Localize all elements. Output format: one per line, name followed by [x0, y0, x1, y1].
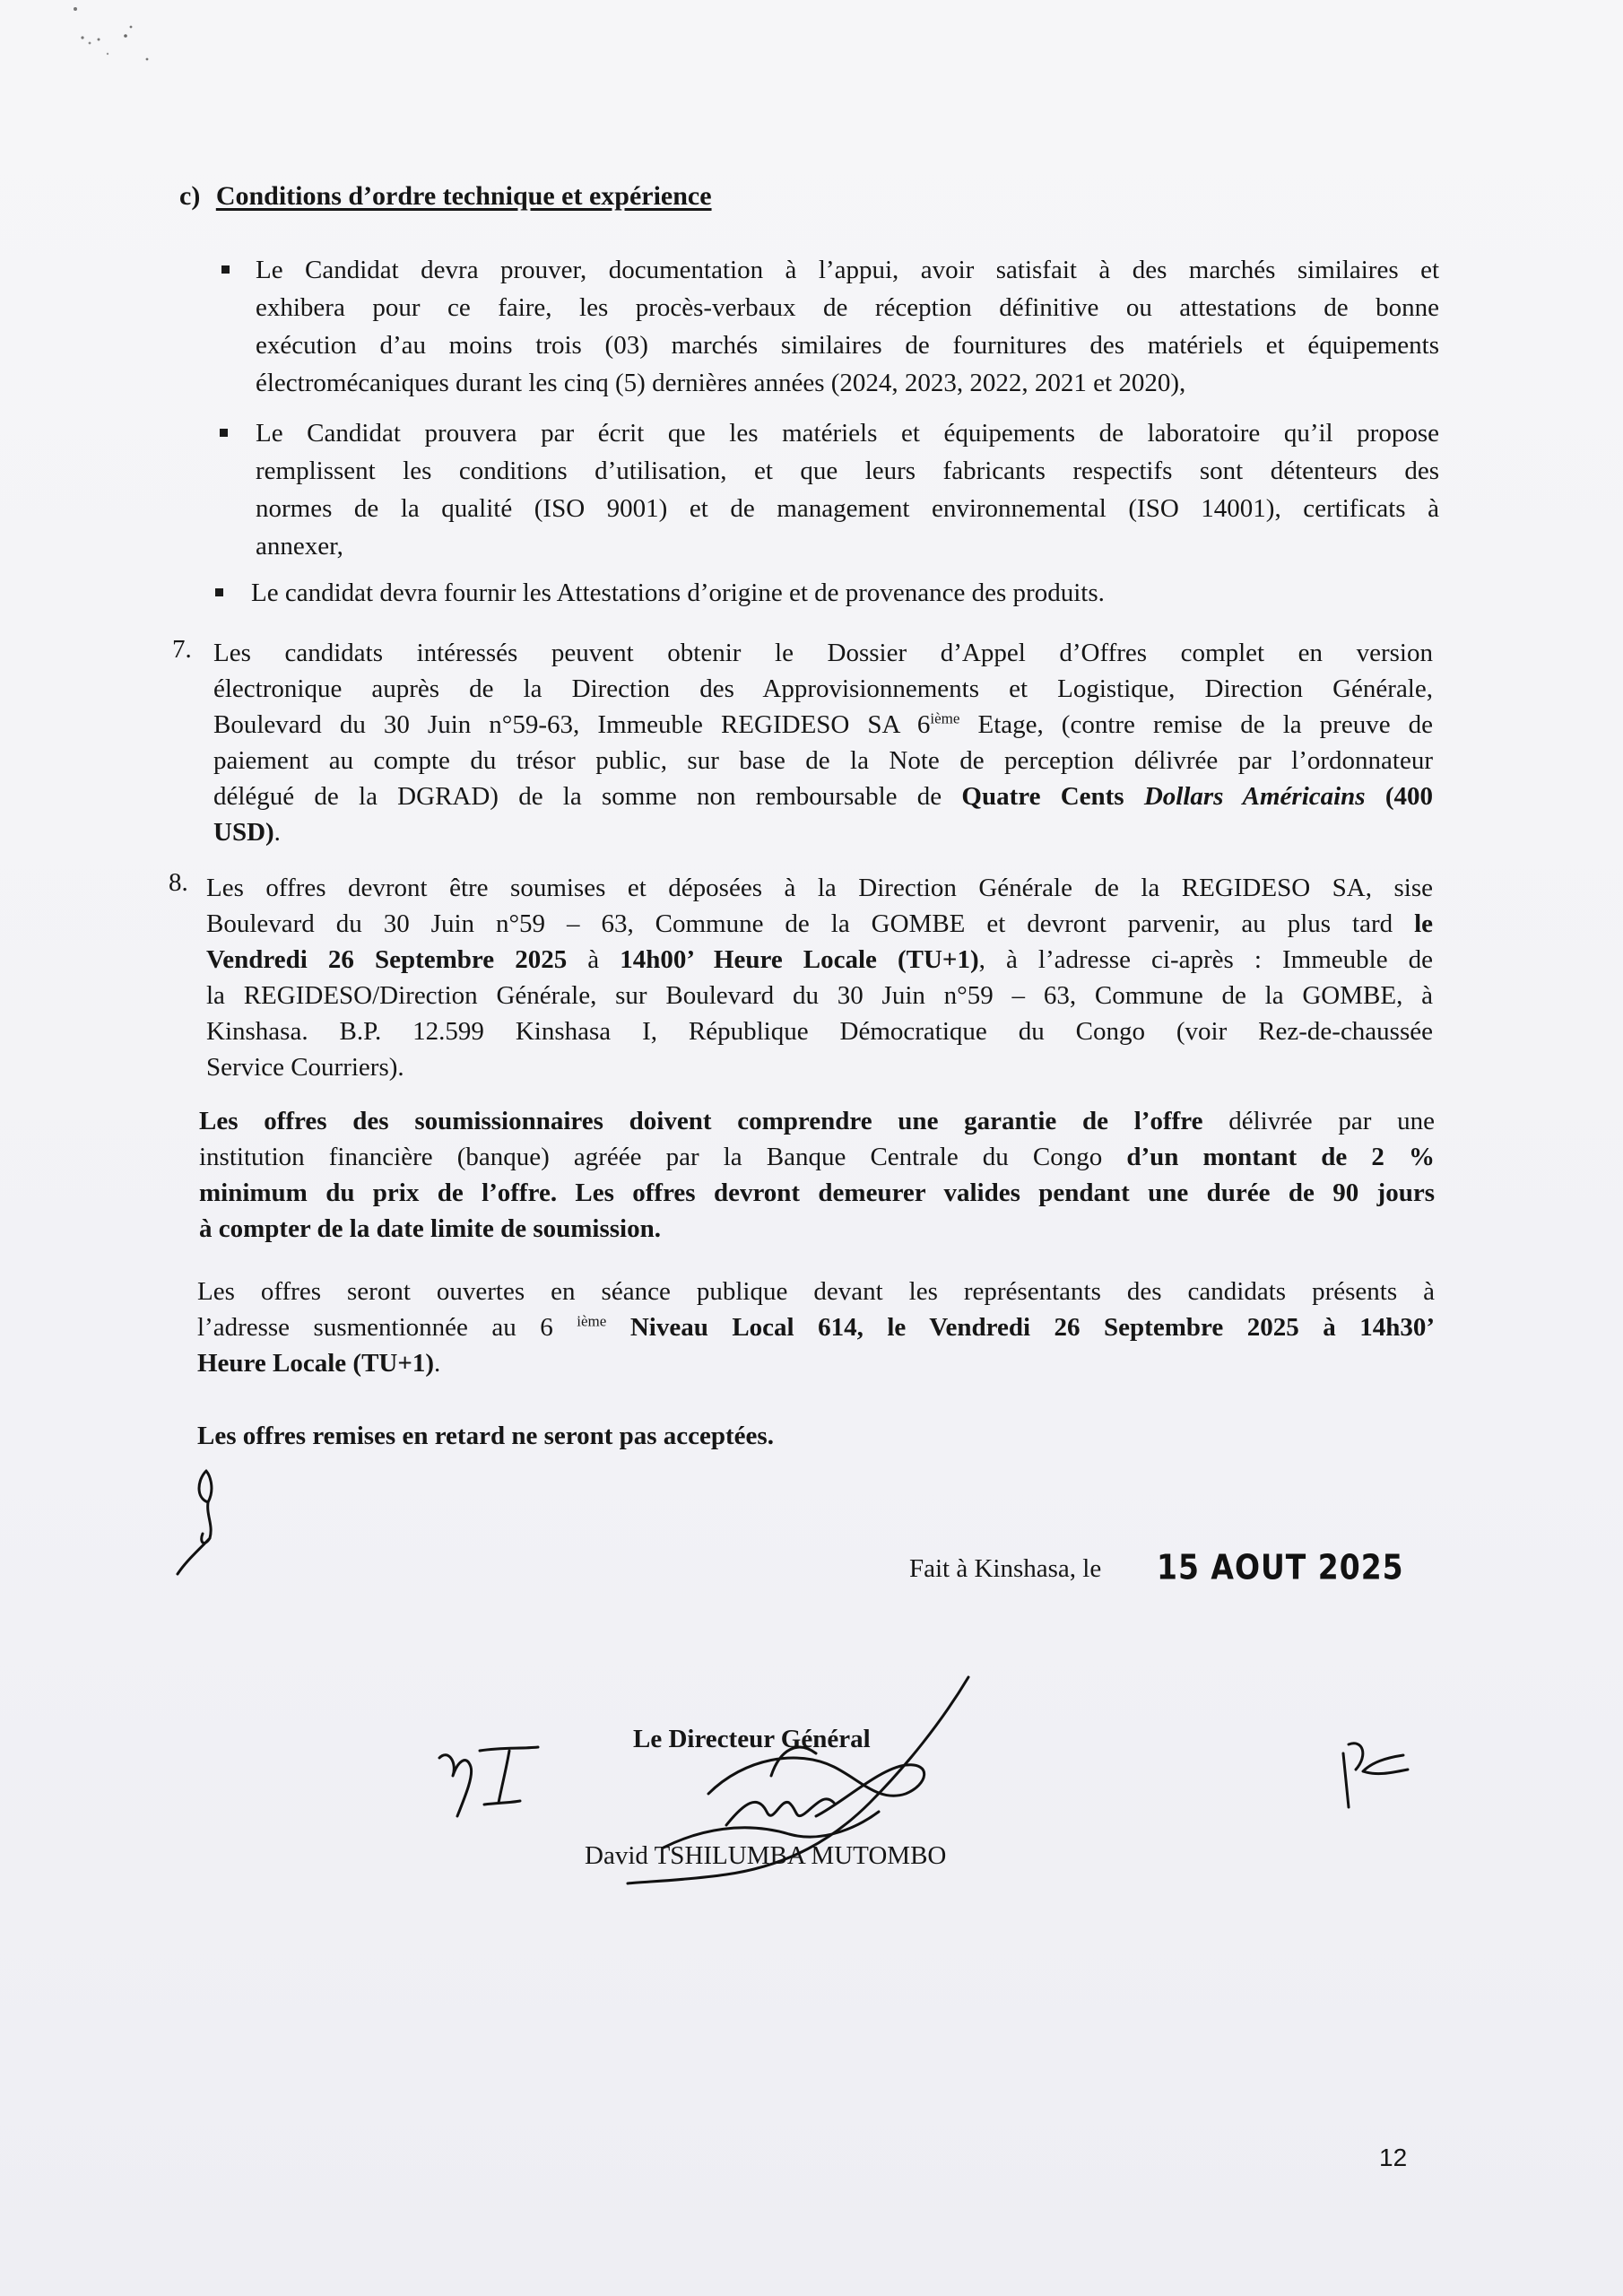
bullet-marker: [215, 588, 223, 596]
bullet-1-line: électromécaniques durant les cinq (5) dernières années (2024, 2023, 2022, 2021 et 2020),: [256, 369, 1186, 397]
signatory-name: David TSHILUMBA MUTOMBO: [585, 1841, 947, 1870]
section-c-marker: c): [179, 181, 201, 211]
item-8-line: Vendredi 26 Septembre 2025 à 14h00’ Heure Locale (TU+1), à l’adresse ci-après : Immeuble de: [206, 945, 1434, 974]
bullet-2-line: Le Candidat prouvera par écrit que les matériels et équipements de laboratoire qu’il propose: [256, 419, 1439, 448]
bullet-2-line: remplissent les conditions d’utilisation, et que leurs fabricants respectifs sont détenteurs des: [256, 457, 1439, 485]
item-7-line: Les candidats intéressés peuvent obtenir le Dossier d’Appel d’Offres complet en version: [213, 639, 1433, 667]
initials-mid-signature: [430, 1731, 556, 1830]
opening-line: l’adresse susmentionnée au 6 $^{ième}$ Niveau Local 614, le Vendredi 26 Septembre 2025 à 14h30’: [197, 1312, 1435, 1342]
opening-line: Les offres seront ouvertes en séance publique devant les représentants des candidats présents à: [197, 1277, 1435, 1306]
section-c-heading: [179, 181, 712, 212]
scan-specks: [36, 0, 197, 81]
item-7-line: USD).: [213, 818, 281, 847]
signatory-title: Le Directeur Général: [633, 1725, 871, 1753]
place-date-label: Fait à Kinshasa, le: [909, 1554, 1102, 1583]
item-7-line: électronique auprès de la Direction des Approvisionnements et Logistique, Direction Générale,: [213, 674, 1433, 703]
bullet-3-text: [251, 574, 1435, 612]
guarantee-paragraph: [199, 1103, 1435, 1247]
item-8-line: Service Courriers).: [206, 1053, 404, 1082]
date-stamp: 15 AOUT 2025: [1157, 1547, 1404, 1587]
item-8-line: Les offres devront être soumises et déposées à la Direction Générale de la REGIDESO SA, sise: [206, 874, 1433, 902]
bullet-3-line: Le candidat devra fournir les Attestations d’origine et de provenance des produits.: [251, 578, 1105, 607]
item-7-number: 7.: [172, 635, 192, 664]
item-7-paragraph: [213, 635, 1433, 850]
bullet-marker: [220, 429, 228, 437]
bullet-2-text: [256, 414, 1439, 565]
item-8-number: 8.: [169, 868, 188, 897]
item-7-line: paiement au compte du trésor public, sur base de la Note de perception délivrée par l’ordonnateur: [213, 746, 1433, 775]
bullet-marker: [221, 265, 230, 274]
guarantee-line: minimum du prix de l’offre. Les offres devront demeurer valides pendant une durée de 90 jours: [199, 1178, 1435, 1207]
bullet-1-line: Le Candidat devra prouver, documentation à l’appui, avoir satisfait à des marchés similaires et: [256, 256, 1439, 284]
guarantee-line: Les offres des soumissionnaires doivent comprendre une garantie de l’offre délivrée par une: [199, 1107, 1435, 1135]
bullet-2-line: normes de la qualité (ISO 9001) et de management environnemental (ISO 14001), certificats à: [256, 494, 1439, 523]
late-notice: Les offres remises en retard ne seront pas acceptées.: [197, 1422, 774, 1450]
item-7-line: Boulevard du 30 Juin n°59-63, Immeuble REGIDESO SA 6ième Etage, (contre remise de la preuve de: [213, 709, 1433, 739]
item-8-line: la REGIDESO/Direction Générale, sur Boulevard du 30 Juin n°59 – 63, Commune de la GOMBE, à: [206, 981, 1433, 1010]
item-7-line: délégué de la DGRAD) de la somme non remboursable de Quatre Cents Dollars Américains (400: [213, 782, 1433, 811]
section-c-title: Conditions d’ordre technique et expérience: [215, 181, 712, 211]
page-number: 12: [1379, 2144, 1408, 2171]
guarantee-line: à compter de la date limite de soumission.: [199, 1214, 661, 1243]
bullet-1-line: exécution d’au moins trois (03) marchés similaires de fournitures des matériels et équipements: [256, 331, 1439, 360]
bullet-1-text: [256, 251, 1439, 402]
director-signature: [610, 1668, 986, 1901]
bullet-2-line: annexer,: [256, 532, 343, 561]
item-8-paragraph: [206, 870, 1433, 1085]
initials-right-signature: [1336, 1735, 1417, 1816]
opening-paragraph: [197, 1274, 1435, 1381]
initials-left-signature: [170, 1462, 251, 1578]
opening-line: Heure Locale (TU+1).: [197, 1349, 441, 1378]
guarantee-line: institution financière (banque) agréée par la Banque Centrale du Congo d’un montant de 2 %: [199, 1143, 1435, 1171]
item-8-line: Boulevard du 30 Juin n°59 – 63, Commune de la GOMBE et devront parvenir, au plus tard le: [206, 909, 1433, 938]
bullet-1-line: exhibera pour ce faire, les procès-verbaux de réception définitive ou attestations de bonne: [256, 293, 1439, 322]
item-8-line: Kinshasa. B.P. 12.599 Kinshasa I, République Démocratique du Congo (voir Rez-de-chaussée: [206, 1017, 1433, 1046]
